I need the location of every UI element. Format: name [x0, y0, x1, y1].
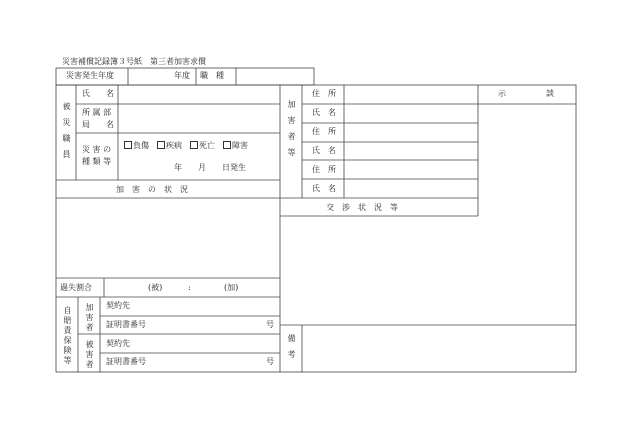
perp-cert-unit: 号	[266, 320, 274, 329]
victim-cert-unit: 号	[266, 357, 274, 366]
fault-ratio-label: 過失割合	[60, 283, 92, 292]
settlement-field[interactable]	[479, 105, 575, 324]
damage-situation-label: 加 害 の 状 況	[116, 185, 188, 194]
injury-option-injury[interactable]: 負傷	[124, 141, 149, 150]
dept-label-1: 所 属 部	[82, 108, 112, 117]
negotiation-field[interactable]	[281, 217, 477, 324]
perp-address-label-1: 住 所	[312, 89, 336, 98]
victim-contract-label: 契約先	[106, 339, 130, 348]
fault-ratio-perpetrator-label: (加)	[224, 283, 239, 292]
perp-address-label-3: 住 所	[312, 165, 336, 174]
perp-address-label-2: 住 所	[312, 127, 336, 136]
victim-name-field[interactable]	[120, 86, 278, 103]
victim-name-label: 氏 名	[82, 89, 114, 98]
injury-option-illness[interactable]: 疾病	[157, 141, 182, 150]
occurrence-date-label: 年 月 日発生	[174, 163, 246, 172]
perpetrator-side-label: 加害者等	[287, 100, 296, 164]
fault-ratio-victim-label: (被)	[148, 283, 163, 292]
year-unit-label: 年度	[174, 71, 190, 80]
perp-name-label-3: 氏 名	[312, 184, 336, 193]
negotiation-label: 交 渉 状 況 等	[326, 203, 398, 212]
perp-contract-label: 契約先	[106, 301, 130, 310]
perp-address-field-1[interactable]	[346, 86, 476, 103]
damage-situation-field[interactable]	[57, 199, 279, 277]
perp-name-label-2: 氏 名	[312, 146, 336, 155]
perp-name-label-1: 氏 名	[312, 108, 336, 117]
remarks-field[interactable]	[303, 326, 575, 371]
fault-ratio-separator: :	[188, 283, 191, 292]
dept-label-2: 局 名	[82, 120, 114, 129]
year-label: 災害発生年度	[66, 71, 114, 80]
remarks-label: 備考	[287, 334, 296, 366]
form-title: 災害補償記録簿３号紙 第三者加害求償	[62, 57, 206, 66]
injury-label-1: 災 害 の	[82, 145, 112, 154]
injury-label-2: 種 類 等	[82, 157, 112, 166]
settlement-label: 示 談	[498, 89, 554, 98]
insurance-side-label: 自賠責保険等	[63, 306, 72, 366]
dept-field[interactable]	[120, 105, 278, 132]
checkbox-icon	[223, 141, 231, 149]
checkbox-icon	[157, 141, 165, 149]
checkbox-icon	[124, 141, 132, 149]
perp-name-field-1[interactable]	[346, 105, 476, 122]
injury-option-death[interactable]: 死亡	[190, 141, 215, 150]
victim-cert-label: 証明書番号	[106, 357, 146, 366]
job-field[interactable]	[238, 69, 312, 84]
insurance-victim-label: 被害者	[85, 340, 94, 370]
insurance-perpetrator-label: 加害者	[85, 303, 94, 333]
victim-side-label: 被災職員	[62, 102, 71, 166]
job-label: 職 種	[200, 71, 224, 80]
injury-option-disability[interactable]: 障害	[223, 141, 248, 150]
perp-cert-label: 証明書番号	[106, 320, 146, 329]
checkbox-icon	[190, 141, 198, 149]
